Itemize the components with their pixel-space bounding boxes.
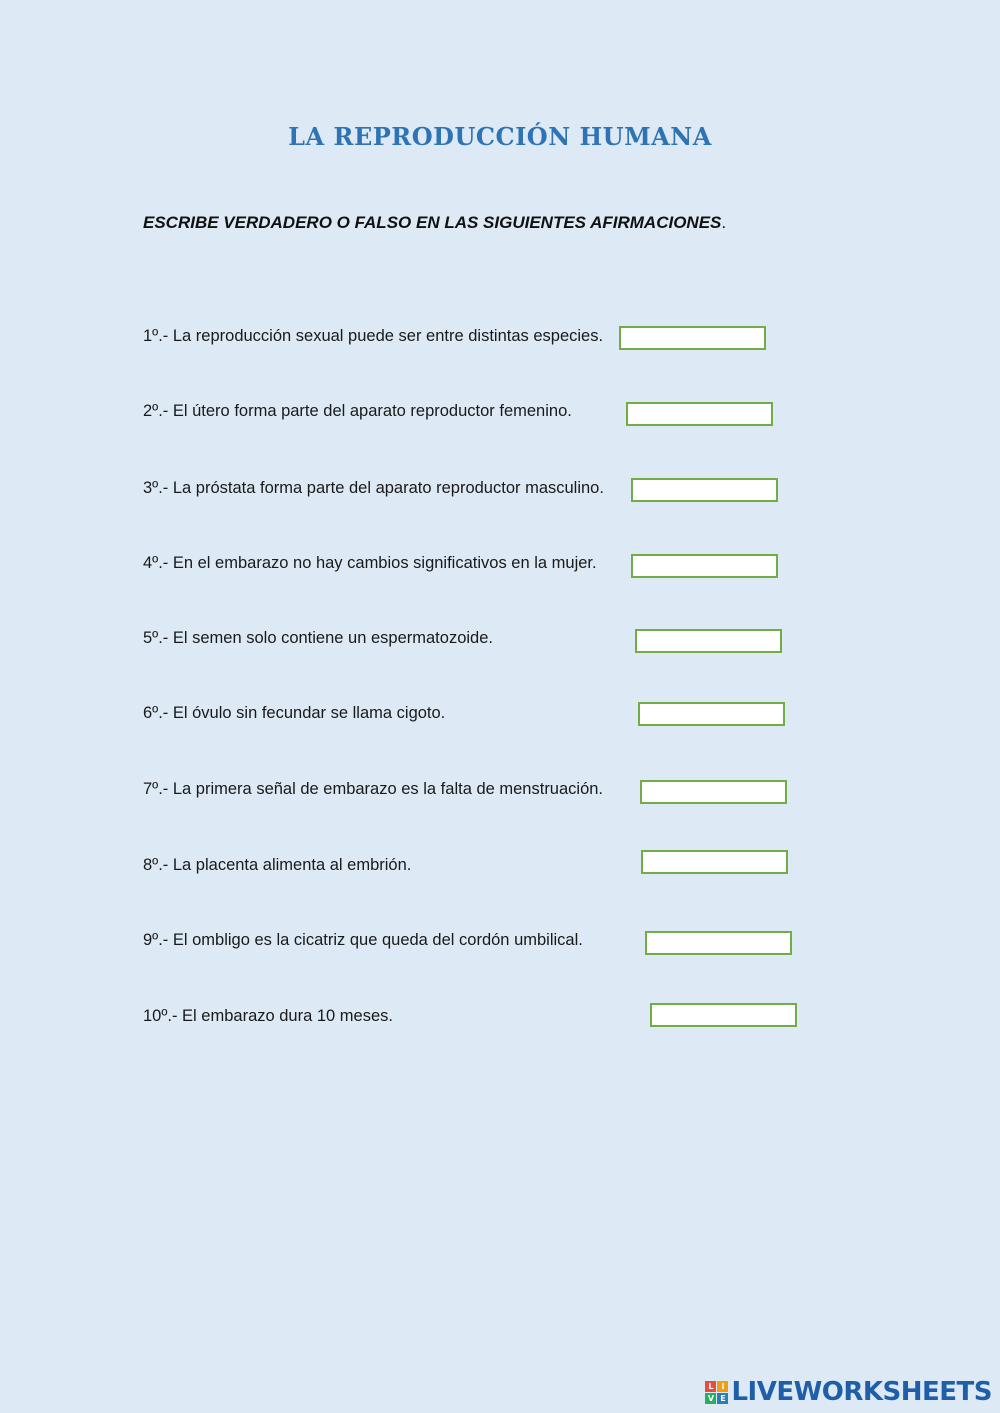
question-4: 4º.- En el embarazo no hay cambios significativos en la mujer. <box>143 554 597 572</box>
answer-input-6[interactable] <box>638 702 785 726</box>
answer-input-3[interactable] <box>631 478 778 502</box>
logo-mark-v: V <box>705 1393 716 1404</box>
question-1: 1º.- La reproducción sexual puede ser entre distintas especies. <box>143 327 604 345</box>
page-title: LA REPRODUCCIÓN HUMANA <box>288 122 712 151</box>
question-5: 5º.- El semen solo contiene un espermatozoide. <box>143 629 493 647</box>
answer-input-2[interactable] <box>626 402 773 426</box>
question-3: 3º.- La próstata forma parte del aparato reproductor masculino. <box>143 479 604 497</box>
answer-input-7[interactable] <box>640 780 787 804</box>
answer-input-10[interactable] <box>650 1003 797 1027</box>
instruction-label: ESCRIBE VERDADERO O FALSO EN LAS SIGUIENTES AFIRMACIONES <box>143 213 722 232</box>
instruction-period: . <box>721 213 727 232</box>
question-6: 6º.- El óvulo sin fecundar se llama cigoto. <box>143 704 446 722</box>
answer-input-8[interactable] <box>641 850 788 874</box>
answer-input-1[interactable] <box>619 326 766 350</box>
answer-input-9[interactable] <box>645 931 792 955</box>
logo-mark-l: L <box>705 1381 716 1392</box>
liveworksheets-logo-icon <box>705 1381 728 1404</box>
logo-mark-i: I <box>717 1381 728 1392</box>
question-9: 9º.- El ombligo es la cicatriz que queda del cordón umbilical. <box>143 931 583 949</box>
question-8: 8º.- La placenta alimenta al embrión. <box>143 856 412 874</box>
question-10: 10º.- El embarazo dura 10 meses. <box>143 1007 393 1025</box>
liveworksheets-logo[interactable] <box>705 1377 992 1407</box>
logo-mark-e: E <box>717 1393 728 1404</box>
instruction-text <box>143 213 726 233</box>
answer-input-4[interactable] <box>631 554 778 578</box>
logo-text: LIVEWORKSHEETS <box>731 1377 992 1407</box>
question-2: 2º.- El útero forma parte del aparato reproductor femenino. <box>143 402 572 420</box>
question-7: 7º.- La primera señal de embarazo es la falta de menstruación. <box>143 780 604 798</box>
answer-input-5[interactable] <box>635 629 782 653</box>
